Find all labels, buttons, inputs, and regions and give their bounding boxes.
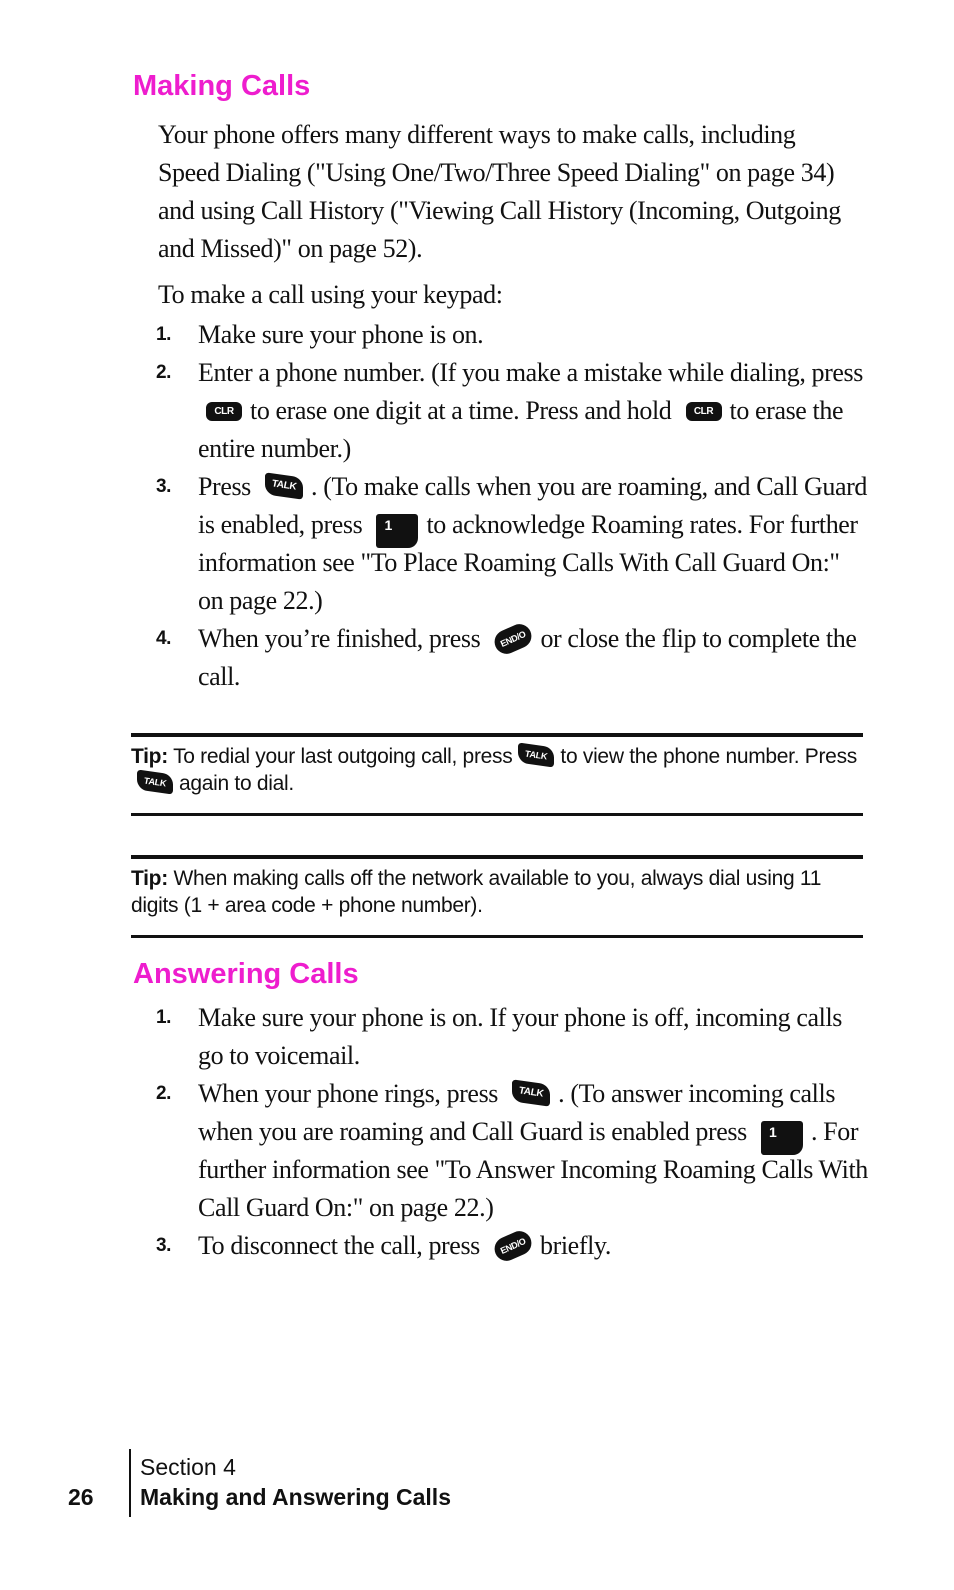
footer-divider bbox=[129, 1449, 131, 1517]
step-text-part: briefly. bbox=[540, 1231, 611, 1261]
step-number: 2. bbox=[156, 362, 172, 383]
footer-section: Section 4 bbox=[140, 1454, 236, 1480]
tip-text: To redial your last outgoing call, press bbox=[173, 745, 513, 768]
step-text-part: Make sure your phone is on. If your phone is off, incoming calls go to voicemail. bbox=[198, 1003, 843, 1070]
step-text bbox=[198, 1227, 868, 1265]
one-key-icon: 1 bbox=[376, 514, 418, 548]
step-text-part: to erase one digit at a time. Press and hold bbox=[250, 396, 672, 425]
talk-key-icon: TALK bbox=[512, 1079, 550, 1106]
end-key-icon: END/O bbox=[491, 620, 535, 657]
step-number: 2. bbox=[156, 1083, 172, 1104]
step-text-part: or close the flip to complete the call. bbox=[198, 624, 857, 692]
step-text-part: . (To make calls when you are roaming, and Call Guard is enabled, press bbox=[198, 472, 868, 539]
tip-box-network bbox=[131, 855, 863, 938]
talk-key-icon: TALK bbox=[137, 770, 173, 795]
one-key-icon: 1 bbox=[761, 1121, 803, 1155]
step-text-part: When your phone rings, press bbox=[198, 1079, 499, 1108]
step-number: 4. bbox=[156, 628, 172, 650]
tip-text: When making calls off the network available to you, always dial using 11 digits (1 + area code + phone number). bbox=[131, 867, 822, 917]
list-item bbox=[156, 620, 868, 696]
step-text-part: Make sure your phone is on. bbox=[198, 320, 484, 349]
footer-title: Making and Answering Calls bbox=[140, 1484, 451, 1510]
step-number: 3. bbox=[156, 476, 172, 497]
step-text-part: . (To answer incoming calls when you are roaming and Call Guard is enabled press bbox=[198, 1079, 836, 1146]
step-text-part: to erase the entire number.) bbox=[198, 396, 844, 463]
step-text-part: To disconnect the call, press bbox=[198, 1231, 480, 1261]
list-item bbox=[156, 999, 868, 1075]
making-calls-heading: Making Calls bbox=[133, 70, 311, 102]
list-item bbox=[156, 468, 868, 620]
step-text bbox=[198, 316, 868, 354]
step-text bbox=[198, 468, 868, 620]
tip-text: again to dial. bbox=[179, 772, 294, 795]
step-text bbox=[198, 999, 868, 1075]
tip-label: Tip: bbox=[131, 867, 168, 890]
step-text bbox=[198, 620, 868, 696]
end-key-icon: END/O bbox=[491, 1227, 535, 1264]
clr-key-icon: CLR bbox=[686, 402, 722, 421]
tip-box-redial bbox=[131, 733, 863, 816]
step-number: 1. bbox=[156, 1007, 172, 1028]
talk-key-icon: TALK bbox=[265, 472, 303, 499]
list-item bbox=[156, 316, 868, 354]
step-text bbox=[198, 1075, 868, 1227]
making-calls-intro: Your phone offers many different ways to make calls, including Speed Dialing ("Using One/Two/Three Speed Dialing" on page 34) and using Call History ("Viewing Call History (Incoming, Outgoing and Missed)" on page 52). bbox=[158, 120, 841, 263]
list-item bbox=[156, 354, 868, 468]
page-number: 26 bbox=[68, 1484, 94, 1510]
step-text bbox=[198, 354, 868, 468]
step-text-part: . For further information see "To Answer Incoming Roaming Calls With Call Guard On:" on page 22.) bbox=[198, 1117, 868, 1223]
list-item bbox=[156, 1227, 868, 1265]
step-text-part: to acknowledge Roaming rates. For further information see "To Place Roaming Calls With Call Guard On:" on page 22.) bbox=[198, 510, 858, 616]
list-item bbox=[156, 1075, 868, 1227]
step-number: 3. bbox=[156, 1235, 172, 1257]
clr-key-icon: CLR bbox=[206, 402, 242, 421]
answering-calls-steps bbox=[156, 999, 868, 1265]
talk-key-icon: TALK bbox=[518, 743, 554, 768]
step-text-part: When you’re finished, press bbox=[198, 624, 481, 654]
tip-text: to view the phone number. Press bbox=[560, 745, 857, 768]
step-text-part: Enter a phone number. (If you make a mistake while dialing, press bbox=[198, 358, 863, 387]
step-text-part: Press bbox=[198, 472, 251, 501]
tip-label: Tip: bbox=[131, 745, 168, 768]
keypad-lead: To make a call using your keypad: bbox=[158, 280, 503, 309]
answering-calls-heading: Answering Calls bbox=[133, 958, 359, 990]
step-number: 1. bbox=[156, 324, 172, 345]
making-calls-steps bbox=[156, 316, 868, 696]
